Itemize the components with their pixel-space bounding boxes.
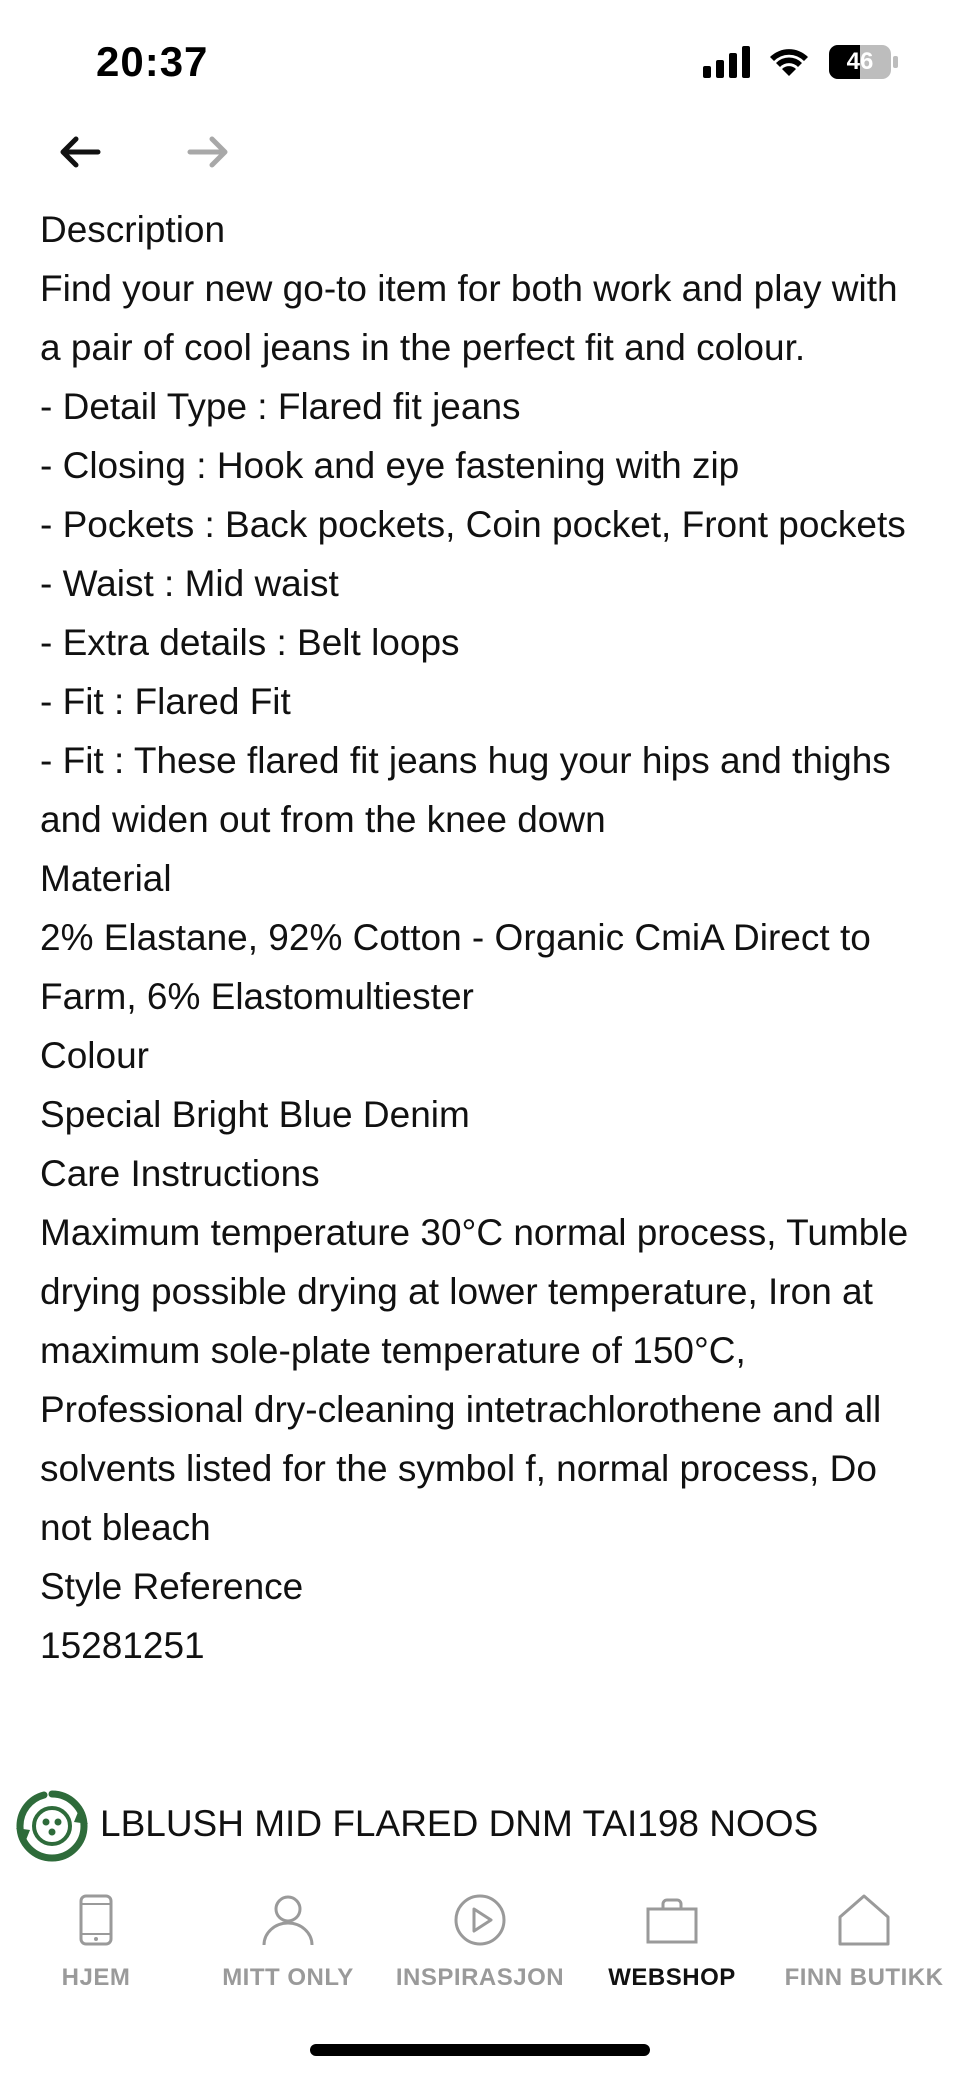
- description-heading: Description: [40, 209, 226, 250]
- material-text: 2% Elastane, 92% Cotton - Organic CmiA Direct to Farm, 6% Elastomultiester: [40, 917, 871, 1017]
- tab-label: INSPIRASJON: [395, 1964, 565, 1991]
- tab-mitt-only[interactable]: [192, 1870, 384, 2010]
- material-heading: Material: [40, 858, 172, 899]
- product-name: LBLUSH MID FLARED DNM TAI198 NOOS: [100, 1803, 819, 1844]
- back-button[interactable]: [56, 128, 104, 176]
- care-text: Maximum temperature 30°C normal process, Tumble drying possible drying at lower temperature, Iron at maximum sole-plate temperature of 150°C, Professional dry-cleaning intetrachlorothene and all solvents listed for the symbol f, normal process, Do not bleach: [40, 1212, 909, 1548]
- tab-label: FINN BUTIKK: [784, 1964, 944, 1991]
- status-bar: [0, 0, 960, 110]
- forward-button[interactable]: [184, 128, 232, 176]
- battery-level: 46: [846, 48, 874, 75]
- play-icon: [453, 1890, 507, 1950]
- care-heading: Care Instructions: [40, 1153, 320, 1194]
- wifi-icon: [768, 46, 810, 78]
- home-indicator: [310, 2044, 650, 2056]
- status-icons: [703, 44, 900, 80]
- tab-hjem[interactable]: [0, 1870, 192, 2010]
- bottom-tab-bar: [0, 1870, 960, 2010]
- person-icon: [261, 1890, 315, 1950]
- tab-inspirasjon[interactable]: [384, 1870, 576, 2010]
- arrow-left-icon: [58, 135, 102, 169]
- phone-icon: [79, 1890, 113, 1950]
- product-name-row: [0, 1778, 960, 1868]
- store-icon: [837, 1890, 891, 1950]
- detail-item: - Fit : These flared fit jeans hug your hips and thighs and widen out from the knee down: [40, 740, 891, 840]
- battery-icon: [828, 44, 900, 80]
- tab-label: HJEM: [61, 1964, 131, 1991]
- style-reference-number: 15281251: [40, 1625, 205, 1666]
- tab-webshop[interactable]: [576, 1870, 768, 2010]
- detail-item: - Detail Type : Flared fit jeans: [40, 386, 521, 427]
- colour-heading: Colour: [40, 1035, 149, 1076]
- description-intro: Find your new go-to item for both work and play with a pair of cool jeans in the perfect fit and colour.: [40, 268, 898, 368]
- status-time: 20:37: [96, 38, 209, 85]
- detail-item: - Waist : Mid waist: [40, 563, 339, 604]
- signal-icon: [703, 46, 750, 78]
- style-reference-heading: Style Reference: [40, 1566, 304, 1607]
- arrow-right-icon: [186, 135, 230, 169]
- detail-item: - Extra details : Belt loops: [40, 622, 460, 663]
- tab-finn-butikk[interactable]: [768, 1870, 960, 2010]
- detail-item: - Closing : Hook and eye fastening with zip: [40, 445, 740, 486]
- browser-nav: [56, 128, 232, 176]
- detail-item: - Fit : Flared Fit: [40, 681, 291, 722]
- chat-button[interactable]: [14, 1788, 90, 1864]
- product-details: [40, 200, 920, 1675]
- chat-bot-icon: [14, 1788, 90, 1864]
- detail-item: - Pockets : Back pockets, Coin pocket, Front pockets: [40, 504, 906, 545]
- tab-label: MITT ONLY: [222, 1964, 354, 1991]
- bag-icon: [645, 1890, 699, 1950]
- tab-label: WEBSHOP: [608, 1964, 736, 1991]
- colour-text: Special Bright Blue Denim: [40, 1094, 470, 1135]
